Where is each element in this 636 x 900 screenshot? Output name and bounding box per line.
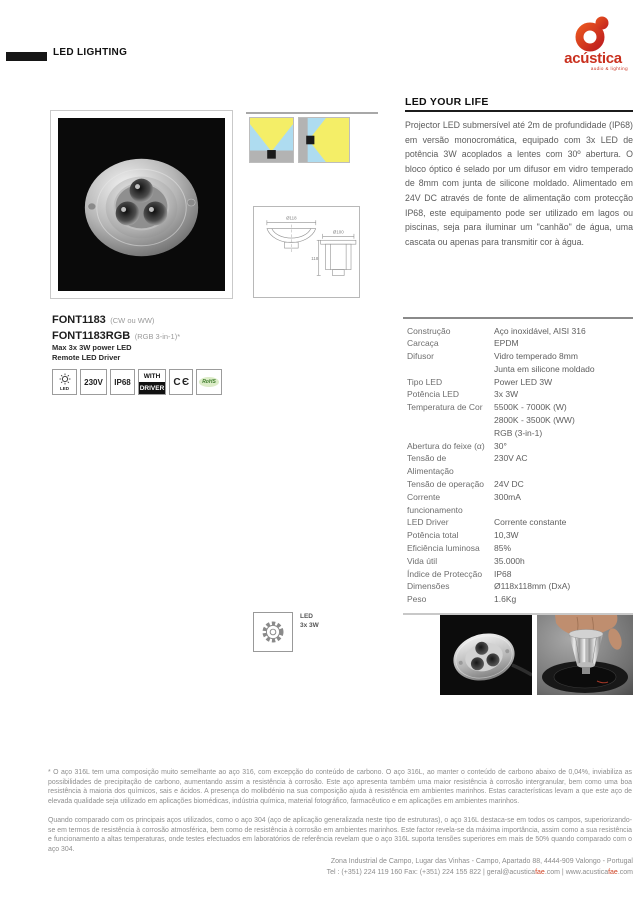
brand-tagline: audio & lighting [590,66,628,71]
model2-name: FONT1183RGB [52,330,131,342]
spec-label: LED Driver [407,517,449,528]
led-module-box [253,612,293,652]
product-photo [50,110,233,299]
spec-row [407,529,633,542]
led-badge [52,369,77,395]
contact-text: .com [617,869,633,876]
detail-photo-fixture [440,615,532,695]
spec-row [407,555,633,568]
technical-drawing-image [254,207,359,297]
with-driver-badge [138,369,166,395]
product-description: Projector LED submersível até 2m de profundidade (IP68) em versão monocromática, equipado com 3x LED de potência 3W acoplados a lentes com 30º abertura. O bloco óptico é selado por um difusor em vidro temperado de 8mm com junta de silicone moldado. Alimentado em 24V DC através de fonte de alimentação com protecção IP68, este equipamento pode ser utilizado em lagos ou piscinas, seja para iluminar um "canhão" de água, uma cascata ou apenas para transmitir cor à água. [405,120,633,247]
spec-row [407,440,633,453]
spec-value: EPDM [494,338,519,349]
spec-row [407,516,633,529]
spec-row [407,388,633,401]
spec-row [407,401,633,439]
spec-row [407,542,633,555]
spec-value: Corrente constante [494,517,567,528]
spec-label: Vida útil [407,555,438,566]
led-bulb-icon [59,373,71,385]
spec-value: 30° [494,440,507,451]
spec-label: Eficiência luminosa [407,543,480,554]
model1-name: FONT1183 [52,314,106,326]
spec-row [407,580,633,593]
spec-value: 230V AC [494,453,528,464]
floor-beam-icon [250,118,293,162]
ip68-badge: IP68 [110,369,135,395]
led-module-gear-icon [260,619,286,645]
spec-row [407,325,633,338]
beam-diagram-floor [249,117,294,163]
spec-rows [403,319,633,607]
brand-name: acústica [564,50,622,67]
spec-value: 5500K - 7000K (W) 2800K - 3500K (WW) RGB (3-in-1) [494,402,575,438]
beam-diagram-wall [298,117,350,163]
spec-value: 24V DC [494,479,524,490]
spec-label: Difusor [407,351,434,362]
badge-row [52,369,222,395]
contact-accent: fae [608,869,618,876]
brand-swirl-icon [573,14,613,52]
rohs-badge [196,369,222,395]
detail-photo-assembly-image [537,615,633,695]
contact-text: .com | www.acustica [544,869,609,876]
spec-label: Construção [407,325,451,336]
section-title: LED YOUR LIFE [405,96,489,108]
detail-photo-fixture-image [440,615,532,695]
brand-logo [552,14,634,71]
spec-value: 10,3W [494,530,519,541]
contact-text: Tel : (+351) 224 119 160 Fax: (+351) 224 155 822 | geral@acustica [326,869,536,876]
spec-value: Ø118x118mm (DxA) [494,581,571,592]
dim-height-label: 118 [311,255,319,261]
contact-line2 [193,867,633,878]
spec-row [407,593,633,606]
spec-row [407,350,633,376]
led-module-line1: LED [300,613,313,620]
spec-label: Índice de Protecção [407,568,483,579]
spec-label: Tensão de Alimentação [407,453,454,477]
with-label: WITH [139,370,165,382]
spec-label: Abertura do feixe (α) [407,440,485,451]
spec-row [407,376,633,389]
dim-inner-label: Ø100 [332,229,344,235]
category-bar [6,52,47,61]
spec-value: 35.000h [494,555,525,566]
spec-value: 3x 3W [494,389,519,400]
product-photo-image [58,118,225,291]
spec-label: Tensão de operação [407,479,485,490]
rohs-label: RoHS [199,377,219,387]
spec-row [407,337,633,350]
dim-diameter-label: Ø118 [286,215,297,221]
category-label: LED LIGHTING [53,47,128,58]
spec-value: Aço inoxidável, AISI 316 [494,325,586,336]
contact-accent: fae [535,869,545,876]
spec-value: 1.6Kg [494,594,517,605]
spec-value: IP68 [494,568,512,579]
contact-address: Zona Industrial de Campo, Lugar das Vinhas - Campo, Apartado 88, 4444-909 Valongo - Portugal [330,858,633,865]
spec-label: Potência LED [407,389,459,400]
feature-power: Max 3x 3W power LED [52,343,132,352]
model-names [52,312,180,344]
footnotes [48,768,632,855]
spec-label: Peso [407,594,427,605]
model1-variant: (CW ou WW) [110,316,155,325]
spec-row [407,478,633,491]
spec-label: Corrente funcionamento [407,491,463,515]
led-module-label [300,613,319,630]
technical-drawing [253,206,360,298]
feature-driver: Remote LED Driver [52,353,121,362]
wall-beam-icon [299,118,349,162]
ce-mark-badge: CЄ [169,369,193,395]
spec-row [407,568,633,581]
spec-row [407,491,633,517]
voltage-badge: 230V [80,369,107,395]
spec-row [407,452,633,478]
driver-label: DRIVER [139,382,165,394]
spec-value: Power LED 3W [494,376,553,387]
contact-block [193,856,633,878]
section-title-rule [405,110,633,112]
spec-label: Carcaça [407,338,439,349]
spec-table [403,317,633,615]
feature-lines [52,343,132,363]
model2-variant: (RGB 3-in-1)* [134,332,181,341]
beam-section-rule [246,112,378,114]
footnote-steel-comparison: Quando comparado com os principais aços utilizados, como o aço 304 (aço de aplicação generalizada neste tipo de estruturas), o aço 316L destaca-se em todos os campos, superiorizando-se em termos de resistência à corrosão atmosférica, bem como de resistência à corrosão em ambientes marinhos. Este factor revela-se da máxima importância, assim como a sua resistência e funcionamento a altas temperaturas, onde testes efectuados em laboratórios de referência revelam que o aço 316L suporta tensões superiores em mais de 50% quando comparado com o aço 304. [48,816,632,853]
detail-photo-assembly [537,615,633,695]
spec-value: 300mA [494,491,521,502]
spec-label: Tipo LED [407,376,443,387]
led-module-line2: 3x 3W [300,621,319,629]
spec-value: 85% [494,543,512,554]
spec-label: Temperatura de Cor [407,402,483,413]
spec-label: Dimensões [407,581,450,592]
spec-value: Vidro temperado 8mm Junta em silicone moldado [494,351,595,374]
spec-label: Potência total [407,530,459,541]
led-badge-label: LED [60,386,69,391]
footnote-steel-316l: * O aço 316L tem uma composição muito semelhante ao aço 316, com excepção do conteúdo de carbono. O aço 316L, ao manter o conteúdo de carbono abaixo de 0,04%, inviabiliza as possibilidades de precipitação de carbono, aumentando assim a resistência à corrosão. Este aço apresenta também uma maior resistência à corrosão intergranular, bem como uma boa resistência à maioria dos químicos, sais e ácidos. A presença do molibdénio na sua composição ajuda à resistência em ambientes marinhos. Estas características levam a que este aço de elevada qualidade seja utilizado em aplicações biomédicas, indústria química, material fotográfico, farmacêutico e em aplicações em ambientes marinhos. [48,769,632,806]
